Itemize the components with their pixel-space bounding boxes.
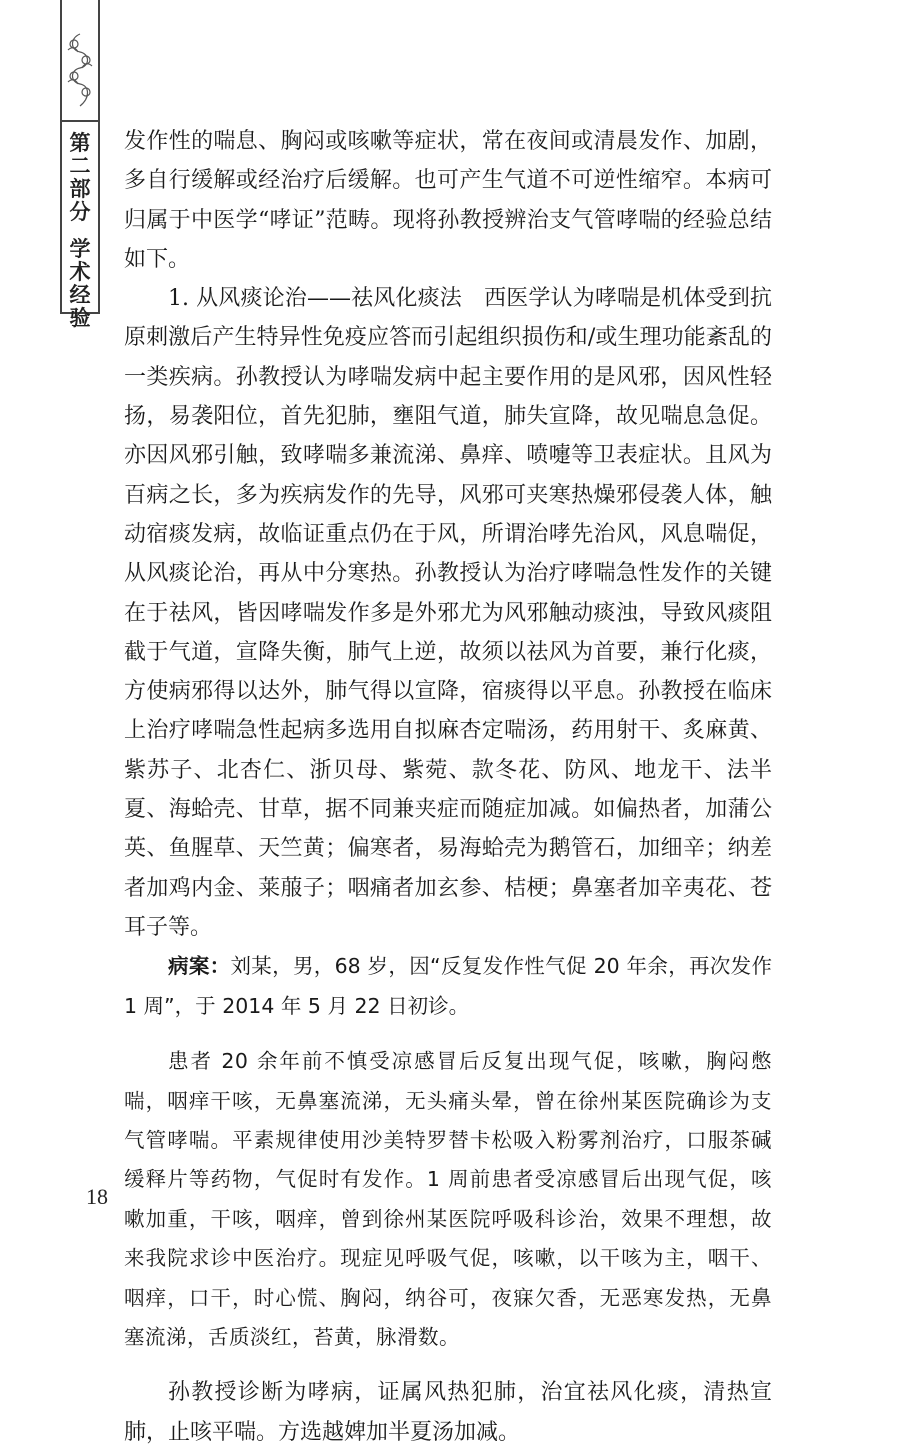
- paragraph-intro: 发作性的喘息、胸闷或咳嗽等症状，常在夜间或清晨发作、加剧，多自行缓解或经治疗后缓解。也可产生气道不可逆性缩窄。本病可归属于中医学“哮证”范畴。现将孙教授辨治支气管哮喘的经验总结如下。: [124, 129, 772, 272]
- paragraph-wind-phlegm: 1. 从风痰论治——祛风化痰法 西医学认为哮喘是机体受到抗原刺激后产生特异性免疫应答而引起组织损伤和/或生理功能紊乱的一类疾病。孙教授认为哮喘发病中起主要作用的是风邪，因风性轻扬，易袭阳位，首先犯肺，壅阻气道，肺失宣降，故见喘息急促。亦因风邪引触，致哮喘多兼流涕、鼻痒、喷嚏等卫表症状。且风为百病之长，多为疾病发作的先导，风邪可夹寒热燥邪侵袭人体，触动宿痰发病，故临证重点仍在于风，所谓治哮先治风，风息喘促，从风痰论治，再从中分寒热。孙教授认为治疗哮喘急性发作的关键在于祛风，皆因哮喘发作多是外邪尤为风邪触动痰浊，导致风痰阻截于气道，宣降失衡，肺气上逆，故须以祛风为首要，兼行化痰，方使病邪得以达外，肺气得以宣降，宿痰得以平息。孙教授在临床上治疗哮喘急性起病多选用自拟麻杏定喘汤，药用射干、炙麻黄、紫苏子、北杏仁、浙贝母、紫菀、款冬花、防风、地龙干、法半夏、海蛤壳、甘草，据不同兼夹症而随症加减。如偏热者，加蒲公英、鱼腥草、天竺黄；偏寒者，易海蛤壳为鹅管石，加细辛；纳差者加鸡内金、莱菔子；咽痛者加玄参、桔梗；鼻塞者加辛夷花、苍耳子等。: [124, 286, 772, 940]
- tab-divider: [62, 120, 98, 122]
- case-intro-paragraph: [124, 947, 772, 1026]
- floral-ornament-icon: [64, 30, 96, 110]
- case-history: 患者 20 余年前不慎受凉感冒后反复出现气促，咳嗽，胸闷憋喘，咽痒干咳，无鼻塞流涕，无头痛头晕，曾在徐州某医院确诊为支气管哮喘。平素规律使用沙美特罗替卡松吸入粉雾剂治疗，口服茶碱缓释片等药物，气促时有发作。1 周前患者受凉感冒后出现气促，咳嗽加重，干咳，咽痒，曾到徐州某医院呼吸科诊治，效果不理想，故来我院求诊中医治疗。现症见呼吸气促，咳嗽，以干咳为主，咽干、咽痒，口干，时心慌、胸闷，纳谷可，夜寐欠香，无恶寒发热，无鼻塞流涕，舌质淡红，苔黄，脉滑数。: [124, 1049, 772, 1350]
- case-intro: 刘某，男，68 岁，因“反复发作性气促 20 年余，再次发作 1 周”，于 2014 年 5 月 22 日初诊。: [124, 954, 772, 1018]
- section-label: [69, 132, 91, 330]
- case-label: 病案：: [168, 954, 231, 979]
- section-side-tab: [60, 0, 100, 330]
- main-text: [124, 122, 772, 947]
- case-record: [124, 947, 772, 1452]
- page-number: 18: [86, 1184, 108, 1209]
- section-number: 第二部分: [69, 131, 91, 224]
- case-diagnosis: 孙教授诊断为哮病，证属风热犯肺，治宜祛风化痰，清热宣肺，止咳平喘。方选越婢加半夏汤加减。: [124, 1380, 772, 1445]
- page-body: [124, 122, 772, 1452]
- section-title: 学术经验: [69, 237, 91, 330]
